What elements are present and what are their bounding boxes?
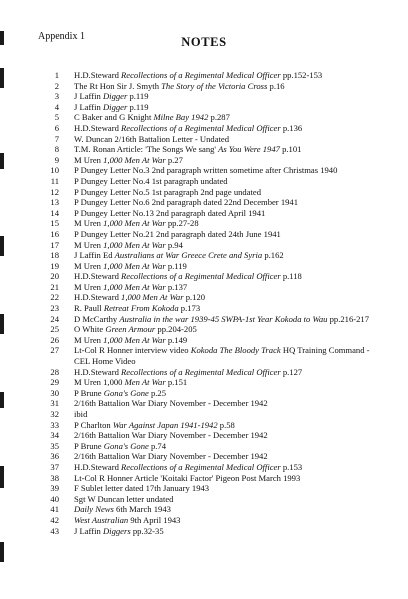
note-number: 15 bbox=[50, 218, 59, 229]
note-title-italic: Retreat From Kokoda bbox=[103, 303, 179, 314]
note-number: 37 bbox=[50, 461, 59, 472]
note-number: 19 bbox=[50, 260, 59, 271]
note-text-part: p.101 bbox=[279, 144, 302, 155]
note-row bbox=[40, 526, 385, 537]
note-number: 29 bbox=[50, 377, 59, 388]
note-text-part: M Uren bbox=[74, 334, 104, 345]
note-title-italic: West Australian bbox=[74, 514, 129, 525]
note-text-part: 9th April 1943 bbox=[128, 514, 181, 525]
note-text bbox=[74, 367, 385, 378]
note-row bbox=[40, 515, 385, 526]
note-text-part: p.16 bbox=[267, 80, 285, 91]
note-text-part: p.287 bbox=[208, 112, 230, 123]
note-row bbox=[40, 218, 385, 229]
note-text-part: M Uren bbox=[74, 260, 104, 271]
note-text bbox=[74, 240, 385, 251]
note-text-part: p.136 bbox=[280, 122, 303, 133]
note-title-italic: 1,000 Men At War bbox=[103, 239, 166, 250]
note-number: 8 bbox=[54, 144, 59, 155]
note-text bbox=[74, 504, 385, 515]
note-text bbox=[74, 229, 385, 240]
note-text-part: J Laffin bbox=[74, 101, 103, 112]
note-text-part: pp.32-35 bbox=[130, 525, 164, 536]
note-text-part: p.173 bbox=[178, 303, 201, 314]
note-row bbox=[40, 91, 385, 102]
note-text-part: p.119 bbox=[127, 101, 149, 112]
note-text-part: P Brune bbox=[74, 440, 104, 451]
note-text-part: p.137 bbox=[165, 281, 188, 292]
note-text-part: p.27 bbox=[165, 154, 183, 165]
note-text bbox=[74, 526, 385, 537]
note-title-italic: Digger bbox=[102, 91, 128, 102]
note-text bbox=[74, 197, 385, 208]
note-row bbox=[40, 208, 385, 219]
note-title-italic: Recollections of a Regimental Medical Officer bbox=[121, 461, 281, 472]
note-text bbox=[74, 102, 385, 113]
note-row bbox=[40, 324, 385, 335]
note-title-italic: War Against Japan 1941-1942 bbox=[112, 419, 218, 430]
note-title-italic: 1,000 Men At War bbox=[103, 154, 166, 165]
note-title-italic: Daily News bbox=[74, 504, 114, 515]
note-text-part: J Laffin bbox=[74, 91, 103, 102]
note-text-part: F Sublet letter dated 17th January 1943 bbox=[74, 483, 210, 494]
note-number: 10 bbox=[50, 165, 59, 176]
note-text-part: T.M. Ronan Article: 'The Songs We sang' bbox=[74, 144, 219, 155]
note-number: 20 bbox=[50, 271, 59, 282]
note-title-italic: 1,000 Men At War bbox=[121, 292, 184, 303]
note-text bbox=[74, 409, 385, 420]
note-row bbox=[40, 292, 385, 303]
note-text bbox=[74, 494, 385, 505]
note-text-part: J Laffin Ed bbox=[74, 250, 115, 261]
note-number: 43 bbox=[50, 525, 59, 536]
note-row bbox=[40, 462, 385, 473]
note-title-italic: Australia in the war 1939-45 SWPA-1st Year Kokoda to Wau bbox=[119, 313, 328, 324]
note-title-italic: Diggers bbox=[102, 525, 131, 536]
note-text bbox=[74, 303, 385, 314]
note-text-part: p.119 bbox=[127, 91, 149, 102]
note-row bbox=[40, 377, 385, 388]
note-title-italic: Recollections of a Regimental Medical Officer bbox=[121, 271, 281, 282]
note-text-part: J Laffin bbox=[74, 525, 103, 536]
note-title-italic: 1,000 Men At War bbox=[103, 334, 166, 345]
note-number: 12 bbox=[50, 186, 59, 197]
note-text-part: P Brune bbox=[74, 387, 104, 398]
note-text-part: M Uren bbox=[74, 281, 104, 292]
note-title-italic: The Story of the Victoria Cross bbox=[161, 80, 268, 91]
note-text bbox=[74, 155, 385, 166]
note-text bbox=[74, 388, 385, 399]
note-number: 18 bbox=[50, 250, 59, 261]
note-text bbox=[74, 292, 385, 303]
note-row bbox=[40, 123, 385, 134]
note-number: 7 bbox=[54, 133, 59, 144]
scan-edge-mark bbox=[0, 314, 4, 334]
note-text-part: pp.152-153 bbox=[280, 70, 323, 80]
note-number: 25 bbox=[50, 324, 59, 335]
note-title-italic: Digger bbox=[102, 101, 128, 112]
note-row bbox=[40, 271, 385, 282]
note-text bbox=[74, 165, 385, 176]
note-row bbox=[40, 409, 385, 420]
note-text-part: pp.216-217 bbox=[327, 313, 369, 324]
note-text bbox=[74, 473, 385, 484]
note-number: 26 bbox=[50, 334, 59, 345]
note-row bbox=[40, 420, 385, 431]
note-text-part: H.D.Steward bbox=[74, 461, 122, 472]
note-text-part: M Uren 1,000 bbox=[74, 377, 125, 388]
note-row bbox=[40, 102, 385, 113]
note-text-part: p.149 bbox=[165, 334, 188, 345]
note-text bbox=[74, 335, 385, 346]
note-text bbox=[74, 81, 385, 92]
note-row bbox=[40, 483, 385, 494]
note-number: 2 bbox=[54, 80, 59, 91]
note-row bbox=[40, 398, 385, 409]
note-title-italic: Kokoda The Bloody Track bbox=[190, 345, 281, 356]
note-title-italic: Men At War bbox=[124, 377, 166, 388]
note-text bbox=[74, 250, 385, 261]
note-text bbox=[74, 345, 385, 366]
note-text-part: 2/16th Battalion War Diary November - December 1942 bbox=[74, 451, 268, 462]
note-number: 41 bbox=[50, 504, 59, 515]
note-text-part: p.127 bbox=[280, 366, 303, 377]
appendix-label: Appendix 1 bbox=[38, 31, 85, 42]
note-number: 31 bbox=[50, 398, 59, 409]
note-title-italic: Recollections of a Regimental Medical Officer bbox=[121, 122, 281, 133]
note-number: 27 bbox=[50, 345, 59, 356]
scan-edge-mark bbox=[0, 236, 4, 256]
note-text-part: H.D.Steward bbox=[74, 271, 122, 282]
note-row bbox=[40, 345, 385, 366]
note-number: 38 bbox=[50, 472, 59, 483]
note-number: 5 bbox=[54, 112, 59, 123]
note-text bbox=[74, 420, 385, 431]
note-number: 32 bbox=[50, 409, 59, 419]
scan-edge-mark bbox=[0, 466, 4, 488]
note-number: 40 bbox=[50, 493, 59, 504]
note-number: 9 bbox=[54, 154, 59, 165]
note-text bbox=[74, 282, 385, 293]
note-number: 6 bbox=[54, 122, 59, 133]
note-text-part: P Dungey Letter No.3 2nd paragraph written sometime after Christmas 1940 bbox=[74, 165, 338, 176]
note-text bbox=[74, 462, 385, 473]
note-text-part: p.25 bbox=[148, 387, 166, 398]
note-text bbox=[74, 271, 385, 282]
page-title: NOTES bbox=[181, 35, 227, 49]
note-row bbox=[40, 441, 385, 452]
note-number: 1 bbox=[54, 70, 59, 80]
note-text bbox=[74, 123, 385, 134]
note-number: 13 bbox=[50, 197, 59, 208]
note-text-part: R. Paull bbox=[74, 303, 104, 314]
note-row bbox=[40, 388, 385, 399]
note-title-italic: Recollections of a Regimental Medical Officer bbox=[121, 70, 281, 80]
note-text-part: C Baker and G Knight bbox=[74, 112, 154, 123]
note-text-part: O White bbox=[74, 324, 106, 335]
note-title-italic: Australians at War Greece Crete and Syria bbox=[114, 250, 263, 261]
note-row bbox=[40, 367, 385, 378]
note-title-italic: Gona's Gone bbox=[103, 387, 149, 398]
note-text bbox=[74, 314, 385, 325]
note-row bbox=[40, 430, 385, 441]
note-number: 21 bbox=[50, 281, 59, 292]
notes-list bbox=[40, 70, 385, 536]
note-row bbox=[40, 229, 385, 240]
note-number: 11 bbox=[50, 175, 59, 186]
note-number: 14 bbox=[50, 207, 59, 218]
note-title-italic: 1,000 Men At War bbox=[103, 281, 166, 292]
note-text-part: P Dungey Letter No.21 2nd paragraph dated 24th June 1941 bbox=[74, 228, 281, 239]
scan-edge-mark bbox=[0, 542, 4, 562]
note-text bbox=[74, 208, 385, 219]
note-text-part: Sgt W Duncan letter undated bbox=[74, 493, 174, 504]
note-text bbox=[74, 451, 385, 462]
note-title-italic: Green Armour bbox=[105, 324, 156, 335]
note-number: 35 bbox=[50, 440, 59, 451]
note-text-part: p.94 bbox=[165, 239, 183, 250]
note-row bbox=[40, 303, 385, 314]
note-text-part: 2/16th Battalion War Diary November - December 1942 bbox=[74, 430, 268, 441]
note-text-part: 6th March 1943 bbox=[113, 504, 171, 515]
note-title-italic: Recollections of a Regimental Medical Officer bbox=[121, 366, 281, 377]
note-number: 36 bbox=[50, 451, 59, 462]
note-number: 42 bbox=[50, 514, 59, 525]
note-text-part: ibid bbox=[74, 409, 88, 419]
note-row bbox=[40, 176, 385, 187]
note-text-part: p.151 bbox=[165, 377, 188, 388]
note-text bbox=[74, 398, 385, 409]
note-row bbox=[40, 70, 385, 81]
note-text-part: p.162 bbox=[262, 250, 284, 261]
note-row bbox=[40, 240, 385, 251]
note-text bbox=[74, 324, 385, 335]
note-number: 22 bbox=[50, 292, 59, 303]
note-text-part: D McCarthy bbox=[74, 313, 120, 324]
scan-edge-mark bbox=[0, 153, 4, 169]
note-text bbox=[74, 483, 385, 494]
note-number: 23 bbox=[50, 303, 59, 314]
note-title-italic: 1,000 Men At War bbox=[103, 260, 166, 271]
note-text-part: p.120 bbox=[183, 292, 206, 303]
note-text bbox=[74, 134, 385, 145]
note-text-part: HQ Training Command - CEL Home Video bbox=[74, 345, 370, 367]
note-text bbox=[74, 430, 385, 441]
note-row bbox=[40, 112, 385, 123]
note-number: 28 bbox=[50, 366, 59, 377]
note-row bbox=[40, 451, 385, 462]
note-row bbox=[40, 155, 385, 166]
note-row bbox=[40, 282, 385, 293]
note-title-italic: 1,000 Men At War bbox=[103, 218, 166, 229]
note-row bbox=[40, 197, 385, 208]
scan-edge-mark bbox=[0, 68, 4, 88]
note-text bbox=[74, 70, 385, 81]
note-row bbox=[40, 261, 385, 272]
note-text-part: p.119 bbox=[165, 260, 187, 271]
note-text-part: P Dungey Letter No.13 2nd paragraph dated April 1941 bbox=[74, 207, 266, 218]
note-text-part: H.D.Steward bbox=[74, 292, 122, 303]
note-text-part: p.74 bbox=[148, 440, 166, 451]
note-text-part: P Dungey Letter No.6 2nd paragraph dated 22nd December 1941 bbox=[74, 197, 299, 208]
note-number: 39 bbox=[50, 483, 59, 494]
note-text bbox=[74, 187, 385, 198]
note-number: 17 bbox=[50, 239, 59, 250]
note-text-part: W. Duncan 2/16th Battalion Letter - Undated bbox=[74, 133, 230, 144]
note-row bbox=[40, 144, 385, 155]
note-text-part: p.118 bbox=[280, 271, 302, 282]
note-row bbox=[40, 187, 385, 198]
note-row bbox=[40, 165, 385, 176]
note-text bbox=[74, 112, 385, 123]
note-text-part: p.58 bbox=[217, 419, 235, 430]
note-text-part: H.D.Steward bbox=[74, 70, 122, 80]
note-text bbox=[74, 91, 385, 102]
note-number: 33 bbox=[50, 419, 59, 430]
note-text-part: Lt-Col R Honner Article 'Koitaki Factor' Pigeon Post March 1993 bbox=[74, 472, 301, 483]
note-title-italic: As You Were 1947 bbox=[218, 144, 280, 155]
note-row bbox=[40, 134, 385, 145]
note-row bbox=[40, 504, 385, 515]
note-text bbox=[74, 218, 385, 229]
note-text bbox=[74, 515, 385, 526]
note-text-part: P Dungey Letter No.5 1st paragraph 2nd page undated bbox=[74, 186, 262, 197]
note-text-part: P Dungey Letter No.4 1st paragraph undated bbox=[74, 175, 228, 186]
note-text-part: p.153 bbox=[280, 461, 303, 472]
note-text-part: M Uren bbox=[74, 218, 104, 229]
note-row bbox=[40, 494, 385, 505]
note-number: 3 bbox=[54, 91, 59, 102]
note-text bbox=[74, 176, 385, 187]
note-row bbox=[40, 81, 385, 92]
note-number: 16 bbox=[50, 228, 59, 239]
note-number: 4 bbox=[54, 101, 59, 112]
note-number: 24 bbox=[50, 313, 59, 324]
note-text bbox=[74, 377, 385, 388]
note-number: 30 bbox=[50, 387, 59, 398]
note-text-part: pp.27-28 bbox=[165, 218, 199, 229]
note-text-part: H.D.Steward bbox=[74, 122, 122, 133]
note-title-italic: Gona's Gone bbox=[103, 440, 149, 451]
note-text-part: M Uren bbox=[74, 154, 104, 165]
note-text bbox=[74, 441, 385, 452]
note-text-part: H.D.Steward bbox=[74, 366, 122, 377]
note-text-part: 2/16th Battalion War Diary November - December 1942 bbox=[74, 398, 268, 409]
note-row bbox=[40, 250, 385, 261]
note-text bbox=[74, 261, 385, 272]
note-row bbox=[40, 473, 385, 484]
note-text bbox=[74, 144, 385, 155]
note-row bbox=[40, 335, 385, 346]
note-number: 34 bbox=[50, 430, 59, 441]
note-text-part: pp.204-205 bbox=[155, 324, 197, 335]
note-text-part: P Charlton bbox=[74, 419, 113, 430]
note-text-part: M Uren bbox=[74, 239, 104, 250]
note-row bbox=[40, 314, 385, 325]
note-text-part: The Rt Hon Sir J. Smyth bbox=[74, 80, 162, 91]
scan-edge-mark bbox=[0, 392, 4, 408]
note-text-part: Lt-Col R Honner interview video bbox=[74, 345, 191, 356]
note-title-italic: Milne Bay 1942 bbox=[153, 112, 209, 123]
